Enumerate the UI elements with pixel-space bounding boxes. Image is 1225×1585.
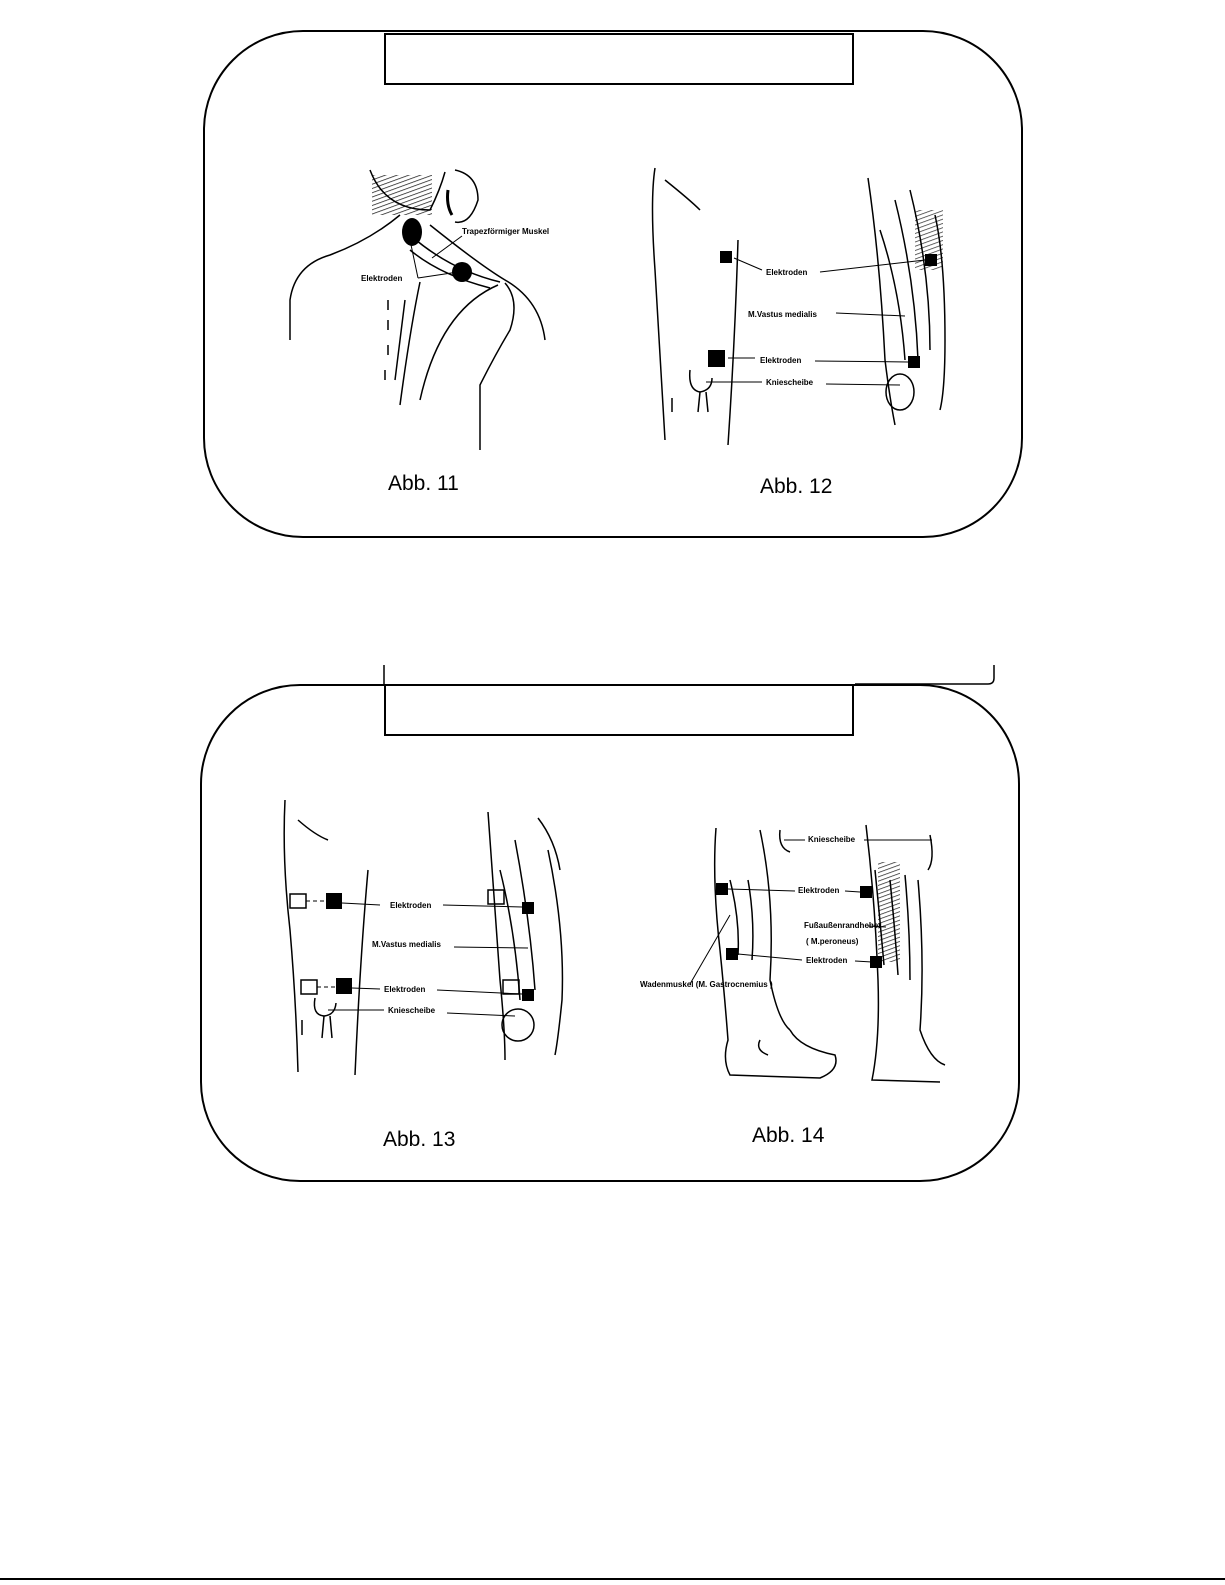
fig11-caption: Abb. 11 — [388, 472, 459, 495]
fig12-label-electrodes-upper: Elektroden — [766, 268, 808, 277]
fig13-label-electrodes-lower: Elektroden — [384, 985, 426, 994]
fig14-electrode-upper-left — [716, 883, 728, 895]
fig14-label-electrodes-lower: Elektroden — [806, 956, 848, 965]
fig11-label-electrodes: Elektroden — [361, 274, 403, 283]
fig14-caption: Abb. 14 — [752, 1124, 825, 1147]
fig14-label-kneecap: Kniescheibe — [808, 835, 856, 844]
fig14-label-gastrocnemius: Wadenmuskel (M. Gastrocnemius ) — [640, 980, 773, 989]
fig13-label-kneecap: Kniescheibe — [388, 1006, 436, 1015]
fig14-label-peroneus-2: ( M.peroneus) — [806, 937, 859, 946]
fig12-label-electrodes-lower: Elektroden — [760, 356, 802, 365]
fig11-label-trapezius: Trapezförmiger Muskel — [462, 227, 550, 236]
fig14-label-electrodes-upper: Elektroden — [798, 886, 840, 895]
fig14-electrode-upper-right — [860, 886, 872, 898]
fig12-label-vastus: M.Vastus medialis — [748, 310, 817, 319]
fig13-label-electrodes-upper: Elektroden — [390, 901, 432, 910]
fig13-label-vastus: M.Vastus medialis — [372, 940, 441, 949]
page-bottom-rule — [0, 1578, 1225, 1580]
fig14-label-peroneus-1: Fußaußenrandheber — [804, 921, 882, 930]
fig13-caption: Abb. 13 — [383, 1128, 456, 1151]
fig14-electrode-lower-left — [726, 948, 738, 960]
fig12-label-kneecap: Kniescheibe — [766, 378, 814, 387]
fig12-caption: Abb. 12 — [760, 475, 833, 498]
